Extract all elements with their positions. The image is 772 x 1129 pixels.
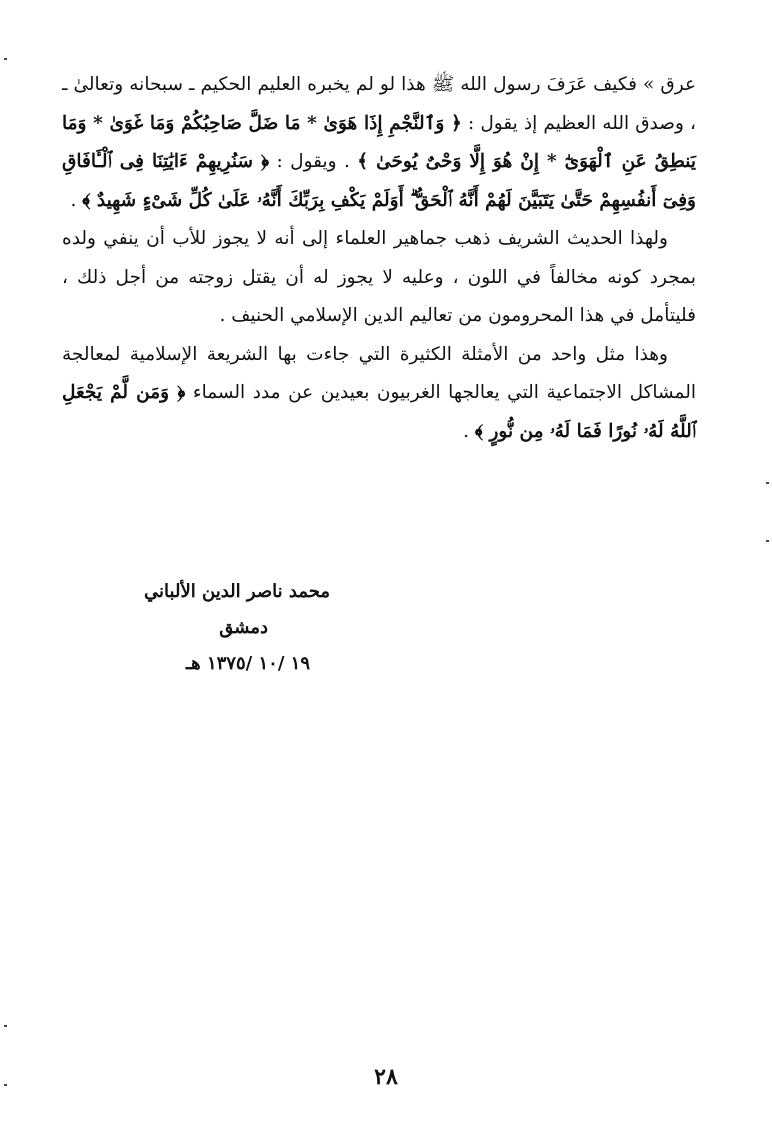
scan-speck: [4, 1084, 7, 1086]
paragraph-3: [62, 336, 696, 452]
quran-verse-fussilat: ﴿ سَنُرِيهِمْ ءَايَٰتِنَا فِى ٱلْـَٔافَاقِ وَفِىٓ أَنفُسِهِمْ حَتَّىٰ يَتَبَيَّنَ لَهُمْ أَنَّهُ ٱلْحَقُّ ۗ أَوَلَمْ يَكْفِ بِرَبِّكَ أَنَّهُۥ عَلَىٰ كُلِّ شَىْءٍ شَهِيدٌ ﴾: [62, 151, 696, 211]
author-name: محمد ناصر الدين الألباني: [144, 581, 330, 602]
quran-verse-al-nur: ﴿ وَمَن لَّمْ يَجْعَلِ ٱللَّهُ لَهُۥ نُورًا فَمَا لَهُۥ مِن نُّورٍ ﴾: [62, 382, 696, 442]
paragraph-1-text-3: .: [70, 189, 83, 211]
paragraph-1-text-1: عرق » فكيف عَرَفَ رسول الله ﷺ هذا لو لم يخبره العليم الحكيم ـ سبحانه وتعالىٰ ـ ، وصدق الله العظيم إذ يقول :: [62, 74, 696, 134]
scan-speck: [4, 1025, 7, 1027]
paragraph-2: ولهذا الحديث الشريف ذهب جماهير العلماء إلى أنه لا يجوز للأب أن ينفي ولده بمجرد كونه مخالفاً في اللون ، وعليه لا يجوز له أن يقتل زوجته من أجل ذلك ، فليتأمل في هذا المحرومون من تعاليم الدين الإسلامي الحنيف .: [62, 228, 696, 326]
paragraph-3-text-2: .: [463, 420, 475, 442]
scan-speck: [766, 540, 769, 542]
signature-city: دمشق: [219, 617, 268, 638]
author-signature-block: [100, 574, 330, 682]
quran-verse-al-najm: ﴿ وَٱلنَّجْمِ إِذَا هَوَىٰ * مَا ضَلَّ صَاحِبُكُمْ وَمَا غَوَىٰ * وَمَا يَنطِقُ عَنِ ٱلْهَوَىٰٓ * إِنْ هُوَ إِلَّا وَحْىٌ يُوحَىٰ ﴾: [62, 112, 696, 172]
scan-speck: [4, 58, 7, 60]
paragraph-3-text-1: وهذا مثل واحد من الأمثلة الكثيرة التي جاءت بها الشريعة الإسلامية لمعالجة المشاكل الاجتماعية التي يعالجها الغربيون بعيدين عن مدد السماء: [62, 343, 697, 403]
page-body: [62, 66, 696, 451]
signature-date: ١٩ /١٠ /١٣٧٥ هـ: [185, 653, 310, 674]
paragraph-1-text-2: . ويقول :: [269, 151, 358, 172]
scan-speck: [766, 482, 769, 484]
paragraph-1: [62, 66, 696, 220]
page-number: ٢٨: [374, 1064, 398, 1090]
